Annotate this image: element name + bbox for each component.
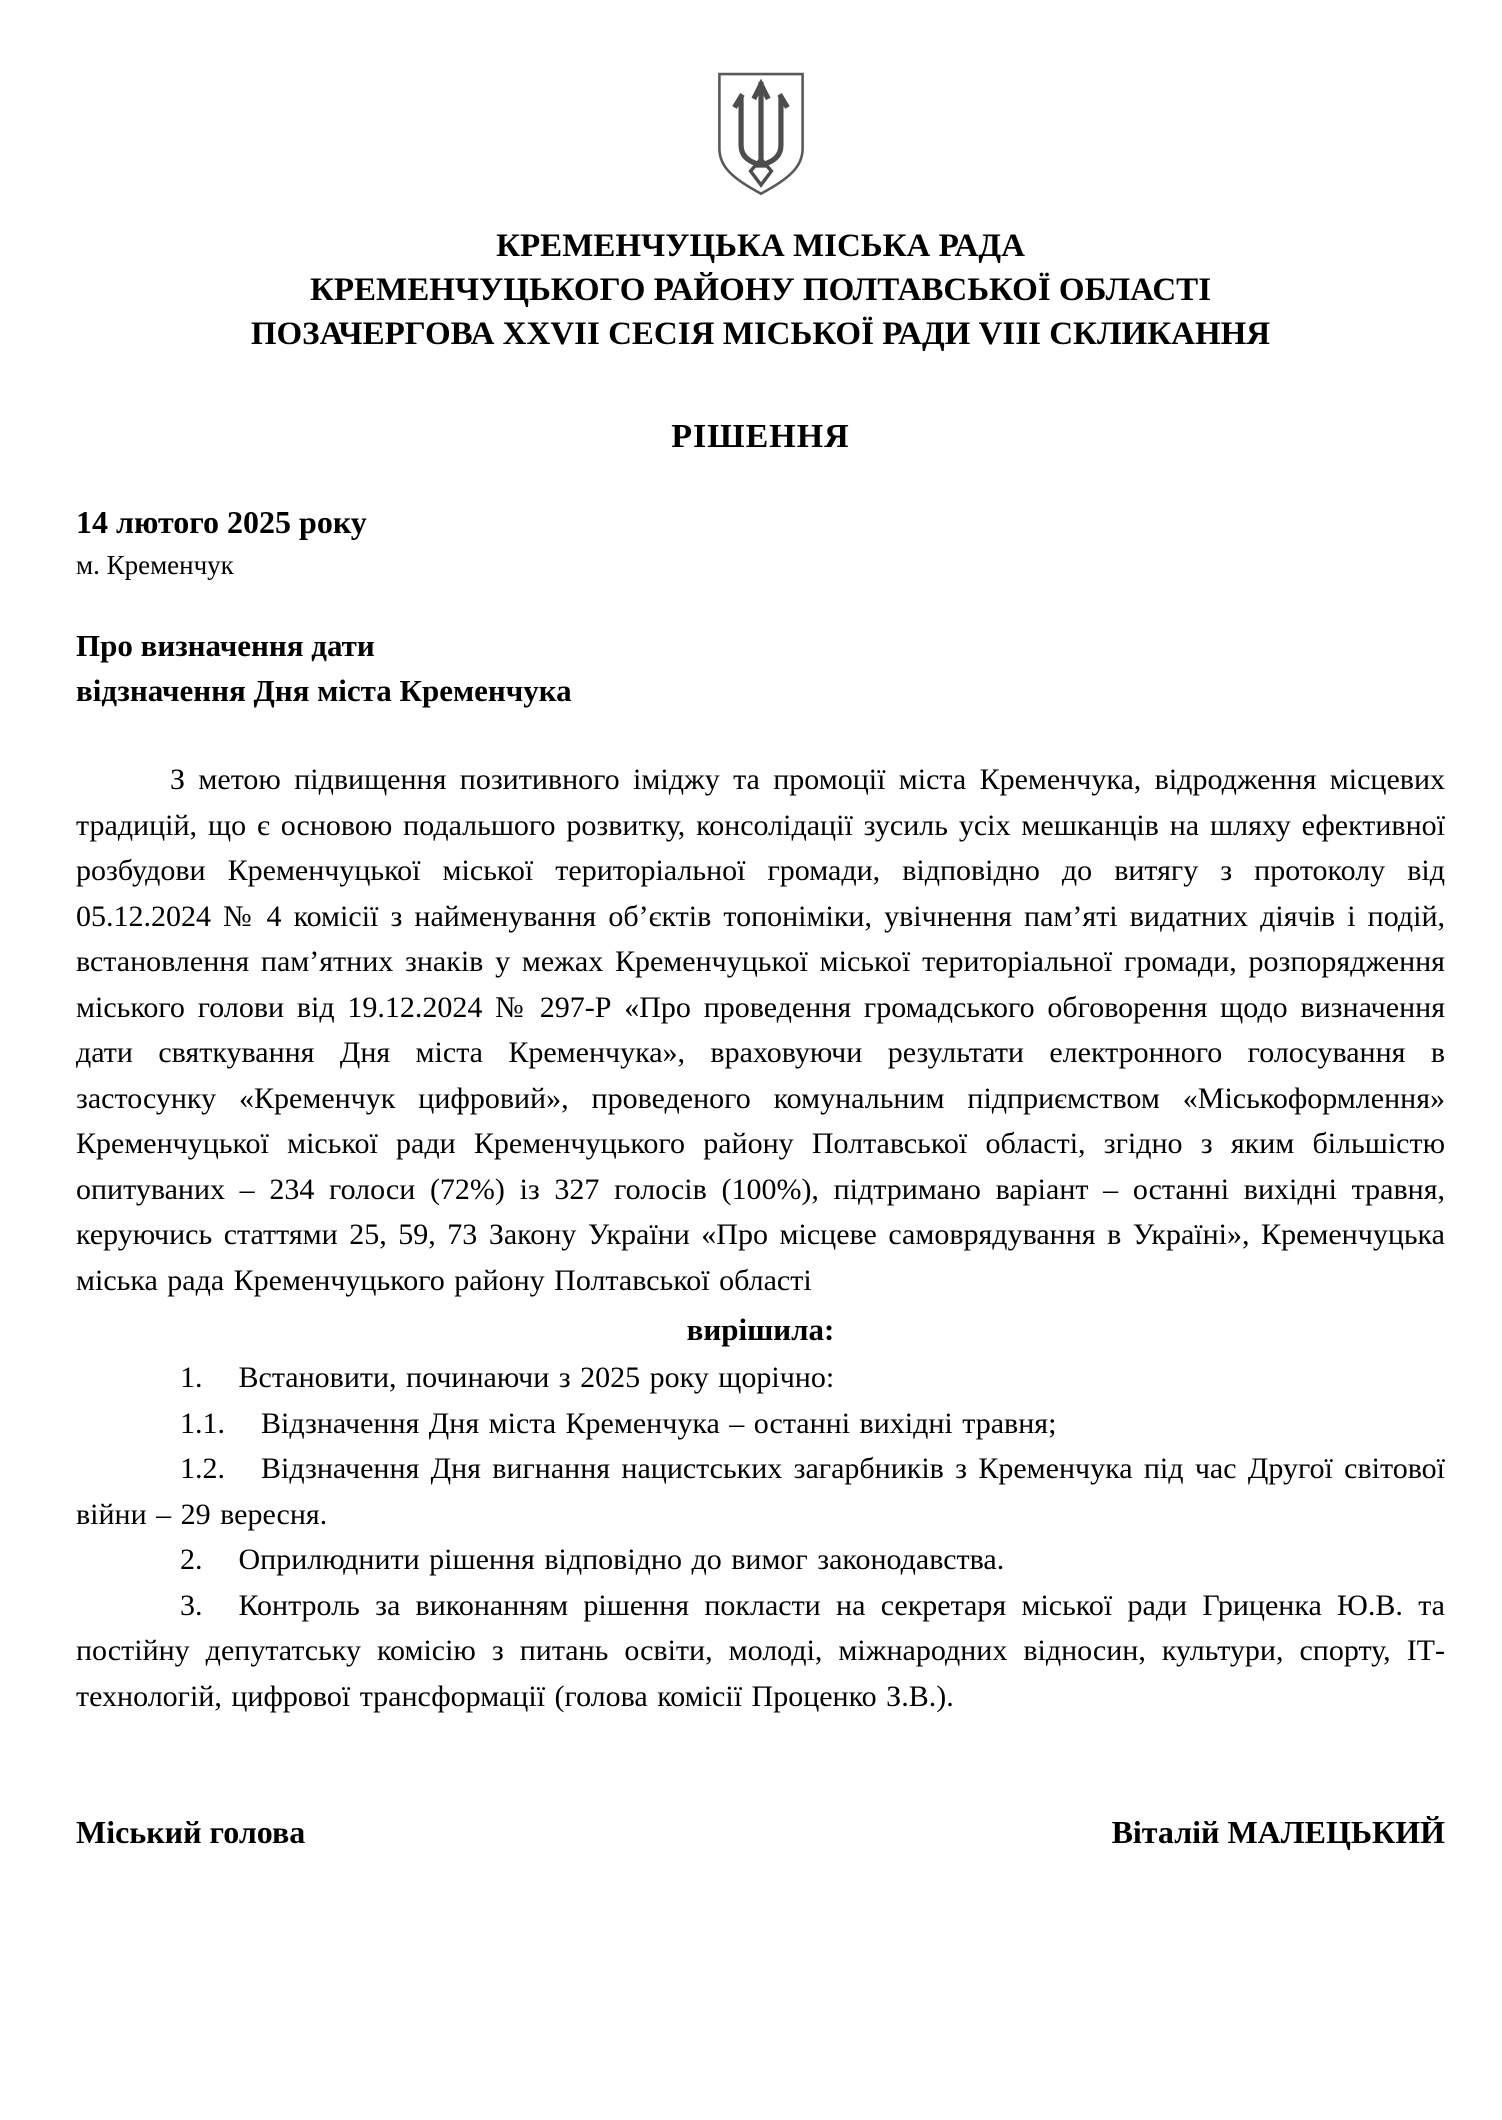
item-number: 2. <box>180 1543 203 1576</box>
item-number: 1. <box>180 1361 203 1394</box>
resolution-item-1-1 <box>76 1401 1445 1447</box>
item-number: 1.2. <box>180 1452 225 1485</box>
preamble-paragraph: З метою підвищення позитивного іміджу та промоції міста Кременчука, відродження місцевих традицій, що є основою подальшого розвитку, консолідації зусиль усіх мешканців на шляху ефективної розбудови Кременчуцької міської територіальної громади, відповідно до витягу з протоколу від 05.12.2024 № 4 комісії з найменування об’єктів топоніміки, увічнення пам’яті видатних діячів і подій, встановлення пам’ятних знаків у межах Кременчуцької міської територіальної громади, розпорядження міського голови від 19.12.2024 № 297-Р «Про проведення громадського обговорення щодо визначення дати святкування Дня міста Кременчука», враховуючи результати електронного голосування в застосунку «Кременчук цифровий», проведеного комунальним підприємством «Міськоформлення» Кременчуцької міської ради Кременчуцького району Полтавської області, згідно з яким більшістю опитуваних – 234 голоси (72%) із 327 голосів (100%), підтримано варіант – останні вихідні травня, керуючись статтями 25, 59, 73 Закону України «Про місцеве самоврядування в Україні», Кременчуцька міська рада Кременчуцького району Полтавської області <box>76 763 1445 1297</box>
resolution-item-1 <box>76 1355 1445 1401</box>
header-line-district: КРЕМЕНЧУЦЬКОГО РАЙОНУ ПОЛТАВСЬКОЇ ОБЛАСТІ <box>309 272 1212 308</box>
item-text: Відзначення Дня вигнання нацистських загарбників з Кременчука під час Другої світової війни – 29 вересня. <box>76 1452 1445 1531</box>
resolved-label: вирішила: <box>686 1312 835 1347</box>
document-place: м. Кременчук <box>76 550 234 580</box>
signature-name: Віталій МАЛЕЦЬКИЙ <box>1111 1814 1445 1850</box>
resolution-item-1-2 <box>76 1446 1445 1537</box>
item-number: 1.1. <box>180 1406 225 1440</box>
item-number: 3. <box>180 1588 203 1622</box>
signature-position: Міський голова <box>76 1814 306 1850</box>
resolution-item-3 <box>76 1583 1445 1720</box>
resolution-items <box>76 1355 1445 1719</box>
document-date: 14 лютого 2025 року <box>76 504 367 540</box>
header-line-session: ПОЗАЧЕРГОВА XXVII СЕСІЯ МІСЬКОЇ РАДИ VIII СКЛИКАННЯ <box>250 316 1271 352</box>
subject-line-1: Про визначення дати <box>76 628 375 663</box>
subject-line-2: відзначення Дня міста Кременчука <box>76 673 572 708</box>
emblem-container <box>76 63 1445 208</box>
resolution-item-2 <box>76 1537 1445 1583</box>
trident-emblem-icon <box>709 63 813 203</box>
header-block <box>76 224 1445 356</box>
item-text: Встановити, починаючи з 2025 року щорічно: <box>238 1361 835 1394</box>
document-title: РІШЕННЯ <box>671 418 850 455</box>
subject-block <box>76 623 1445 713</box>
item-text: Оприлюднити рішення відповідно до вимог законодавства. <box>238 1543 1005 1576</box>
item-text: Відзначення Дня міста Кременчука – останні вихідні травня; <box>261 1406 1057 1440</box>
header-line-council: КРЕМЕНЧУЦЬКА МІСЬКА РАДА <box>496 228 1025 264</box>
item-text: Контроль за виконанням рішення покласти на секретаря міської ради Гриценка Ю.В. та постійну депутатську комісію з питань освіти, молоді, міжнародних відносин, культури, спорту, ІТ-технологій, цифрової трансформації (голова комісії Проценко З.В.). <box>76 1588 1445 1713</box>
signature-block <box>76 1811 1445 1853</box>
